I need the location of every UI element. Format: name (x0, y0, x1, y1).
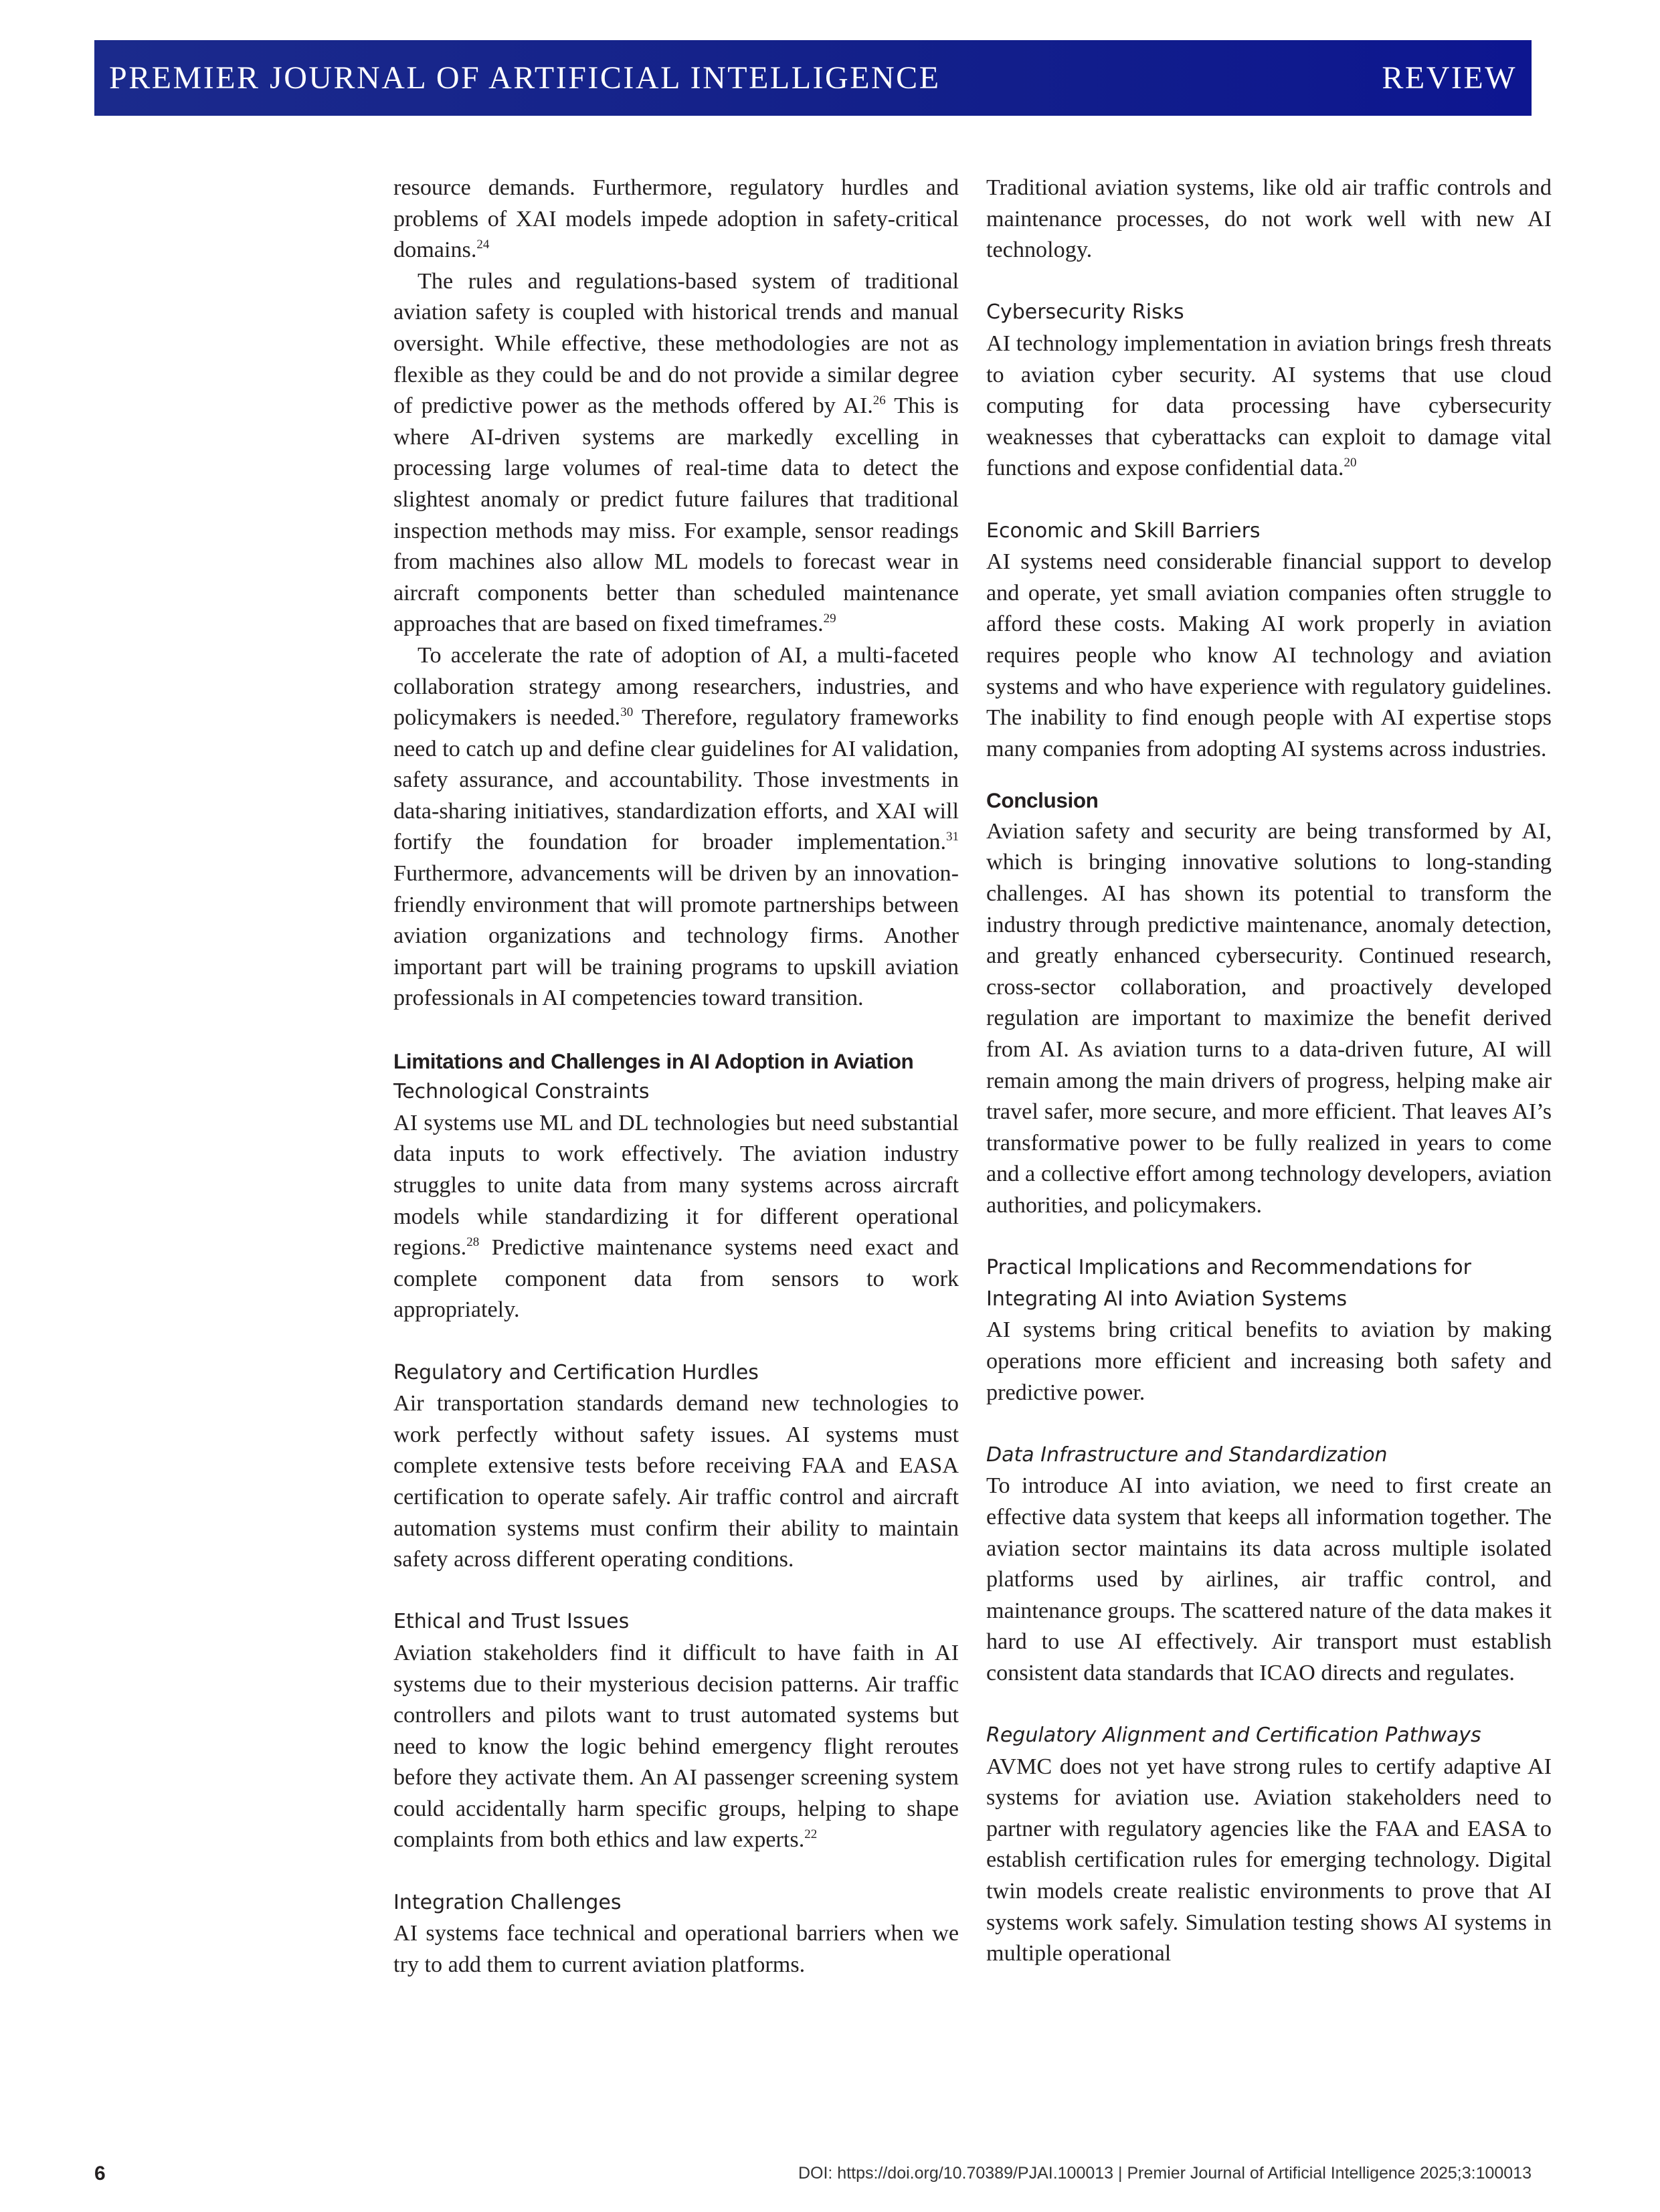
citation-ref[interactable]: 31 (946, 830, 959, 844)
paragraph-integration-challenges: AI systems face technical and operational barriers when we try to add them to current aviation platforms. (393, 1921, 959, 1977)
subheading-technological-constraints: Technological Constraints (393, 1080, 650, 1104)
journal-title: PREMIER JOURNAL OF ARTIFICIAL INTELLIGENCE (109, 60, 941, 96)
citation-ref[interactable]: 20 (1344, 456, 1357, 470)
right-column (986, 173, 1552, 1970)
subheading-integration-challenges: Integration Challenges (393, 1890, 622, 1914)
paragraph-adoption-strategy: To accelerate the rate of adoption of AI, a multi-faceted collaboration strategy among researchers, industries, and policymakers is needed.$^{30}$ Therefore, regulatory frameworks need to catch up and define clear guidelines for AI validation, safety assurance, and accountability. Those investments in data-sharing initiatives, standardization efforts, and XAI will fortify the foundation for broader implementation.$^{31}$ Furthermore, advancements will be driven by an innovation-friendly environment that will promote partnerships between aviation organizations and technology firms. Another important part will be training programs to upskill aviation professionals in AI competencies toward transition. (393, 642, 959, 1011)
citation-ref[interactable]: 26 (872, 393, 886, 408)
citation-ref[interactable]: 30 (620, 705, 634, 720)
paragraph-integration-continued: Traditional aviation systems, like old air traffic controls and maintenance processes, do not work well with new AI technology. (986, 175, 1552, 263)
section-heading-conclusion: Conclusion (986, 788, 1099, 813)
paragraph-ethical-trust: Aviation stakeholders find it difficult to have faith in AI systems due to their mysterious decision patterns. Air traffic controllers and pilots want to trust automated systems but need to know the logic behind emergency flight reroutes before they activate them. An AI passenger screening system could accidentally harm specific groups, helping to shape complaints from both ethics and law experts.$^{22}$ (393, 1640, 959, 1853)
subheading-economic-skill: Economic and Skill Barriers (986, 519, 1261, 543)
section-heading-limitations: Limitations and Challenges in AI Adoption in Aviation (393, 1048, 914, 1073)
paragraph-resource-demands: resource demands. Furthermore, regulatory hurdles and problems of XAI models impede adoption in safety-critical domains.$^{24}$ (393, 175, 959, 263)
subheading-regulatory-alignment: Regulatory Alignment and Certification Pathways (986, 1724, 1481, 1748)
footer-doi[interactable]: DOI: https://doi.org/10.70389/PJAI.100013 | Premier Journal of Artificial Intelligence 2025;3:100013 (798, 2164, 1532, 2183)
paragraph-regulatory-hurdles: Air transportation standards demand new technologies to work perfectly without safety issues. AI systems must complete extensive tests before receiving FAA and EASA certification to operate safely. Air traffic control and aircraft automation systems must confirm their ability to maintain safety across different operating conditions. (393, 1391, 959, 1572)
paragraph-conclusion: Aviation safety and security are being transformed by AI, which is bringing innovative solutions to long-standing challenges. AI has shown its potential to transform the industry through predictive maintenance, anomaly detection, and greatly enhanced cybersecurity. Continued research, cross-sector collaboration, and proactively developed regulation are important to maximize the benefit derived from AI. As aviation turns to a data-driven future, AI will remain among the main drivers of progress, helping make air travel safer, more secure, and more efficient. That leaves AI’s transformative power to be fully realized in years to come and a collective effort among technology developers, aviation authorities, and policymakers. (986, 818, 1552, 1218)
paragraph-traditional-safety: The rules and regulations-based system of traditional aviation safety is coupled with historical trends and manual oversight. While effective, these methodologies are not as flexible as they could be and do not provide a similar degree of predictive power as the methods offered by AI.$^{26}$ This is where AI-driven systems are markedly excelling in processing large volumes of real-time data to detect the slightest anomaly or predict future failures that traditional inspection methods may miss. For example, sensor readings from machines also allow ML models to forecast wear in aircraft components better than scheduled maintenance approaches that are based on fixed timeframes.$^{29}$ (393, 268, 959, 637)
subheading-ethical-trust: Ethical and Trust Issues (393, 1610, 630, 1634)
paragraph-regulatory-alignment: AVMC does not yet have strong rules to certify adaptive AI systems for aviation use. Aviation stakeholders need to partner with regulatory agencies like the FAA and EASA to establish certification rules for emerging technology. Digital twin models create realistic environments to prove that AI systems work safely. Simulation testing shows AI systems in multiple operational (986, 1754, 1552, 1966)
article-type: REVIEW (1382, 60, 1517, 96)
subheading-practical-implications: Practical Implications and Recommendations for Integrating AI into Aviation Systems (986, 1256, 1471, 1311)
left-column (393, 173, 959, 1980)
paragraph-data-infrastructure: To introduce AI into aviation, we need to first create an effective data system that keeps all information together. The aviation sector maintains its data across multiple isolated platforms used by airlines, air traffic control, and maintenance groups. The scattered nature of the data makes it hard to use AI effectively. Air transport must establish consistent data standards that ICAO directs and regulates. (986, 1473, 1552, 1685)
paragraph-technological-constraints: AI systems use ML and DL technologies but need substantial data inputs to work effectively. The aviation industry struggles to unite data from many systems across aircraft models while standardizing it for different operational regions.$^{28}$ Predictive maintenance systems need exact and complete component data from sensors to work appropriately. (393, 1110, 959, 1323)
journal-banner (94, 40, 1532, 116)
citation-ref[interactable]: 28 (466, 1235, 480, 1250)
subheading-regulatory-hurdles: Regulatory and Certification Hurdles (393, 1360, 759, 1384)
subheading-cybersecurity-risks: Cybersecurity Risks (986, 300, 1184, 325)
page-number: 6 (94, 2162, 106, 2185)
paragraph-economic-skill: AI systems need considerable financial support to develop and operate, yet small aviation companies often struggle to afford these costs. Making AI work properly in aviation requires people who know AI technology and aviation systems and who have experience with regulatory guidelines. The inability to find enough people with AI expertise stops many companies from adopting AI systems across industries. (986, 549, 1552, 761)
paragraph-practical-implications: AI systems bring critical benefits to aviation by making operations more efficient and increasing both safety and predictive power. (986, 1317, 1552, 1405)
paragraph-cybersecurity-risks: AI technology implementation in aviation brings fresh threats to aviation cyber security. AI systems that use cloud computing for data processing have cybersecurity weaknesses that cyberattacks can exploit to damage vital functions and expose confidential data.$^{20}$ (986, 331, 1552, 481)
citation-ref[interactable]: 24 (476, 238, 490, 252)
subheading-data-infrastructure: Data Infrastructure and Standardization (986, 1443, 1388, 1467)
citation-ref[interactable]: 29 (823, 612, 836, 626)
citation-ref[interactable]: 22 (804, 1827, 818, 1842)
